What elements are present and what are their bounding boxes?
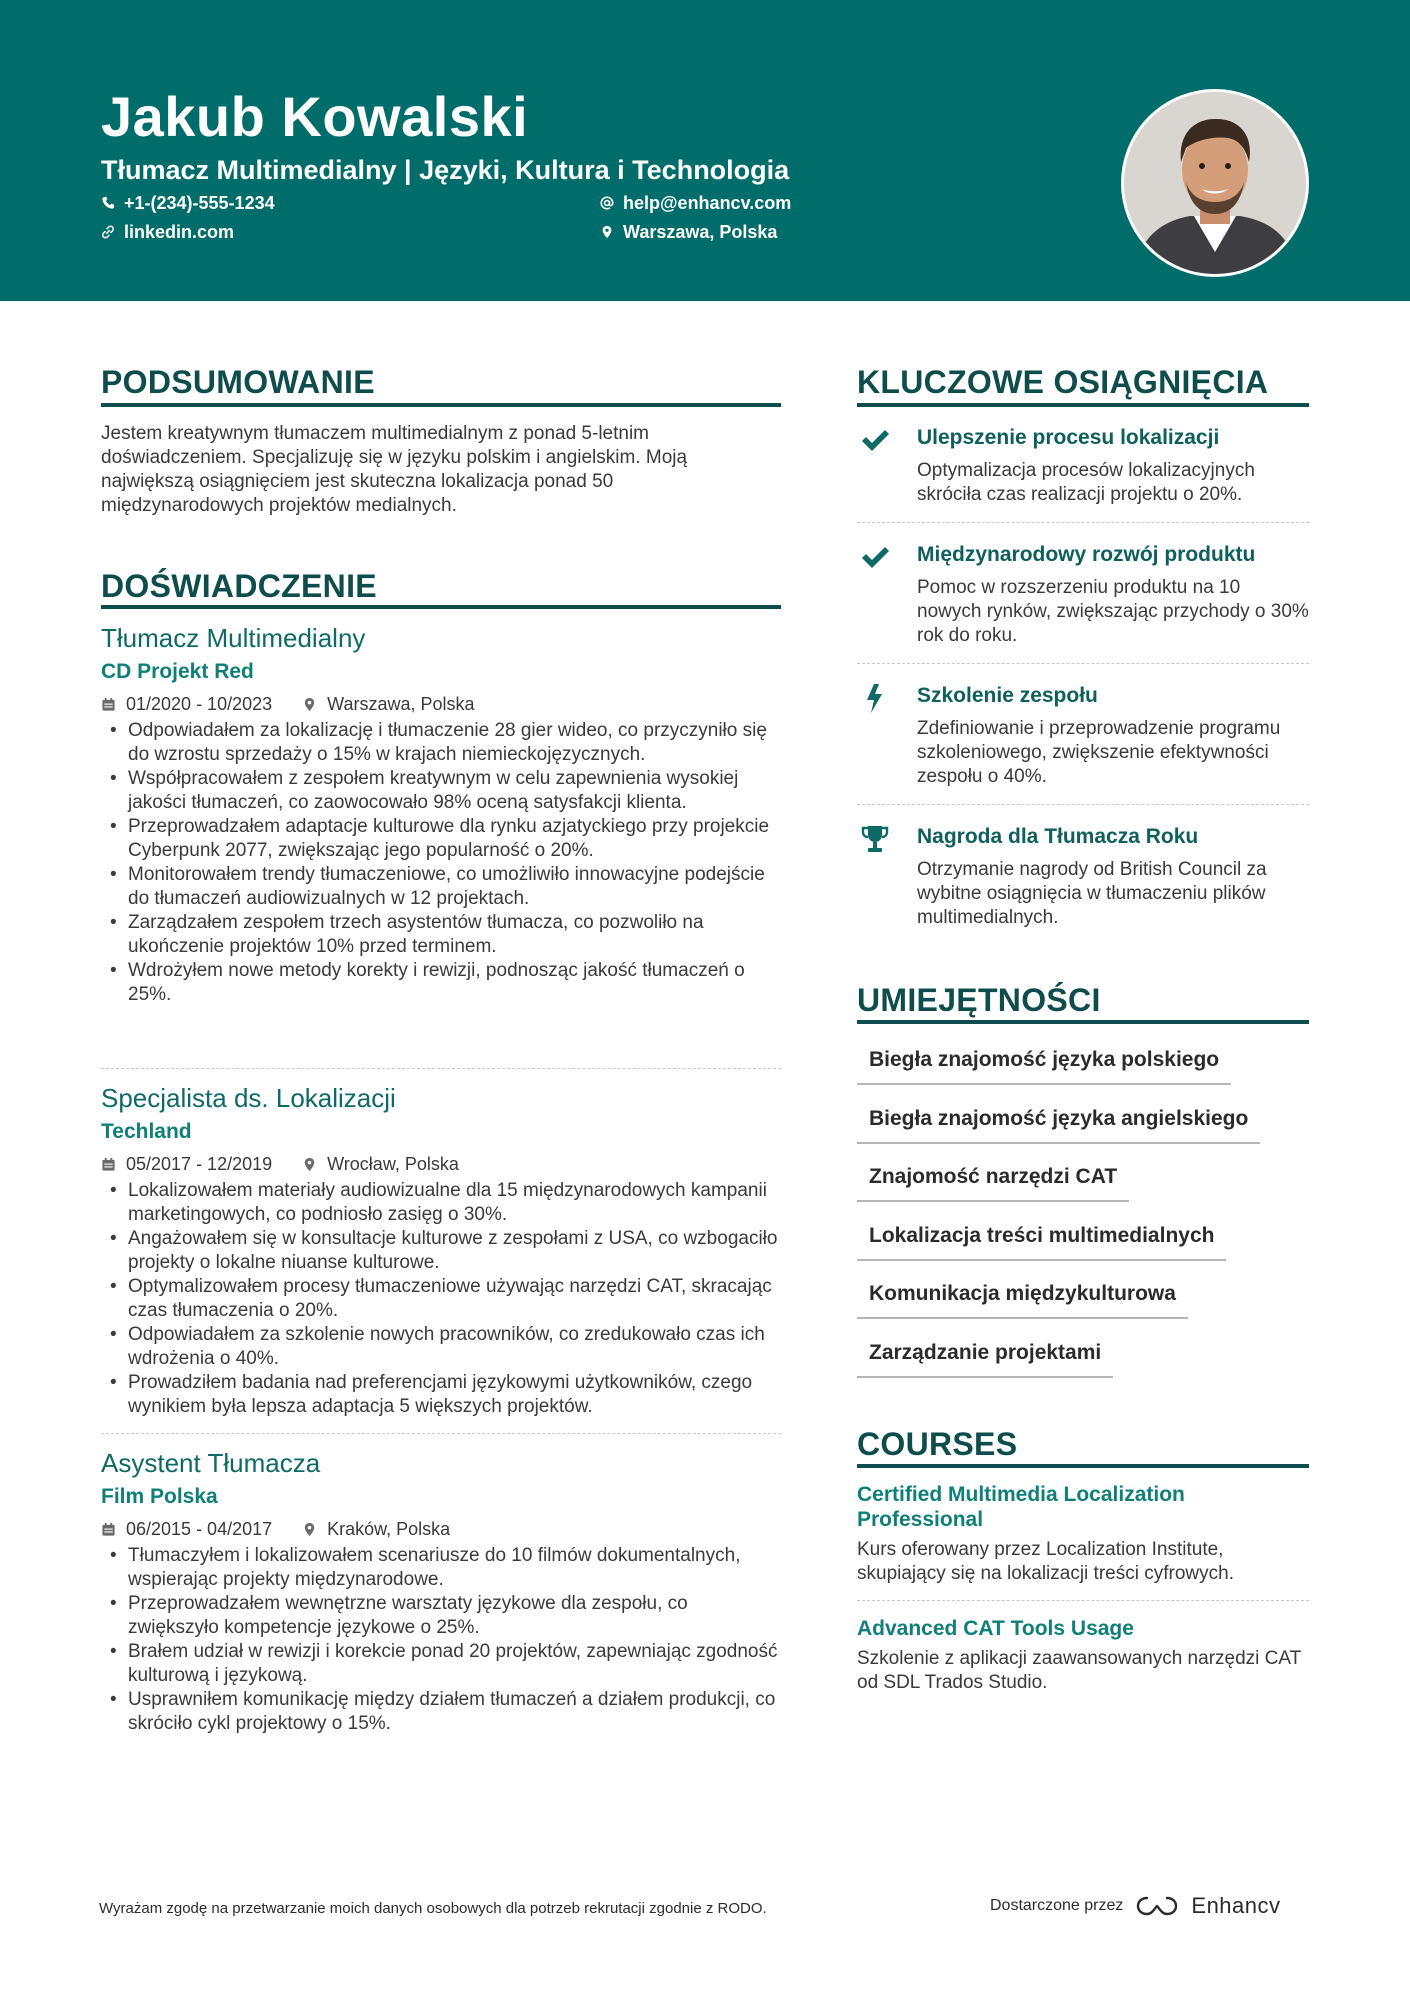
- resume-header: [0, 0, 1410, 301]
- skills-rule: [857, 1020, 1309, 1024]
- achievement-title: Międzynarodowy rozwój produktu: [917, 543, 1256, 566]
- achievement-divider: [857, 522, 1309, 523]
- powered-by[interactable]: [990, 1893, 1281, 1919]
- skill-tag: Komunikacja międzykulturowa: [857, 1279, 1188, 1319]
- course-desc: Kurs oferowany przez Localization Institute, skupiający się na lokalizacji treści cyfrowych.: [857, 1539, 1234, 1584]
- location-pin-icon: [302, 697, 317, 712]
- job-meta: [101, 692, 781, 716]
- job-bullets: [101, 719, 781, 1007]
- skill-tag: Lokalizacja treści multimedialnych: [857, 1221, 1226, 1261]
- check-icon: [857, 423, 893, 457]
- location-pin-icon: [600, 225, 614, 239]
- job-dates: [101, 1152, 272, 1176]
- job-location: [302, 692, 474, 716]
- job-meta: [101, 1152, 781, 1176]
- job-bullet: • Odpowiadałem za szkolenie nowych pracowników, co zredukowało czas ich wdrożenia o 40%.: [101, 1323, 781, 1371]
- achievement-desc: Optymalizacja procesów lokalizacyjnych skróciła czas realizacji projektu o 20%.: [917, 460, 1255, 505]
- achievements-heading: KLUCZOWE OSIĄGNIĘCIA: [857, 364, 1269, 400]
- job-divider: [101, 1068, 781, 1069]
- course-item: [857, 1616, 1309, 1695]
- job-dates: [101, 692, 272, 716]
- courses-rule: [857, 1464, 1309, 1468]
- course-divider: [857, 1600, 1309, 1601]
- candidate-headline: Tłumacz Multimedialny | Języki, Kultura i Technologia: [101, 155, 790, 185]
- job-meta: [101, 1517, 781, 1541]
- job-location-text: Wrocław, Polska: [327, 1154, 459, 1174]
- job-title: Asystent Tłumacza: [101, 1448, 321, 1478]
- job-bullet: • Lokalizowałem materiały audiowizualne dla 15 międzynarodowych kampanii marketingowych, co podniosło zasięg o 30%.: [101, 1179, 781, 1227]
- summary-heading: PODSUMOWANIE: [101, 364, 375, 400]
- phone-contact[interactable]: [101, 191, 275, 215]
- job-bullet: • Wdrożyłem nowe metody korekty i rewizji, podnosząc jakość tłumaczeń o 25%.: [101, 959, 781, 1007]
- brand-name: Enhancv: [1191, 1893, 1281, 1918]
- job-dates-text: 06/2015 - 04/2017: [126, 1519, 273, 1539]
- job-bullet: • Optymalizowałem procesy tłumaczeniowe używając narzędzi CAT, skracając czas tłumaczenia o 20%.: [101, 1275, 781, 1323]
- location-pin-icon: [302, 1157, 317, 1172]
- calendar-icon: [101, 1522, 116, 1537]
- location-contact: [600, 220, 777, 244]
- achievement-title: Ulepszenie procesu lokalizacji: [917, 426, 1220, 449]
- achievement-divider: [857, 663, 1309, 664]
- job-bullet: • Przeprowadzałem adaptacje kulturowe dla rynku azjatyckiego przy projekcie Cyberpunk 2077, zwiększając jego popularność o 20%.: [101, 815, 781, 863]
- skill-tag: Biegła znajomość języka polskiego: [857, 1045, 1231, 1085]
- course-desc: Szkolenie z aplikacji zaawansowanych narzędzi CAT od SDL Trados Studio.: [857, 1648, 1301, 1693]
- avatar-portrait: [1124, 92, 1306, 274]
- achievement-title: Nagroda dla Tłumacza Roku: [917, 825, 1199, 848]
- course-title: Certified Multimedia Localization Professional: [857, 1483, 1185, 1531]
- summary-text: Jestem kreatywnym tłumaczem multimedialnym z ponad 5-letnim doświadczeniem. Specjalizuję się w języku polskim i angielskim. Moją największą osiągnięciem jest skuteczna lokalizacja ponad 50 międzynarodowych projektów medialnych.: [101, 423, 688, 516]
- job-bullet: • Odpowiadałem za lokalizację i tłumaczenie 28 gier wideo, co przyczyniło się do wzrostu sprzedaży o 15% w krajach niemieckojęzycznych.: [101, 719, 781, 767]
- job-bullet: • Brałem udział w rewizji i korekcie ponad 20 projektów, zapewniając zgodność kulturową i językową.: [101, 1640, 781, 1688]
- achievement-desc: Zdefiniowanie i przeprowadzenie programu szkoleniowego, zwiększenie efektywności zespołu o 40%.: [917, 718, 1281, 787]
- job-bullet: • Przeprowadzałem wewnętrzne warsztaty językowe dla zespołu, co zwiększyło kompetencje językowe o 25%.: [101, 1592, 781, 1640]
- at-icon: [600, 196, 614, 210]
- phone-text: +1-(234)-555-1234: [124, 193, 275, 213]
- email-contact[interactable]: [600, 191, 791, 215]
- profile-photo: [1121, 89, 1309, 277]
- email-text: help@enhancv.com: [623, 193, 792, 213]
- achievement-item: [857, 822, 1309, 930]
- enhancv-logo-icon: [1135, 1894, 1179, 1918]
- location-text: Warszawa, Polska: [623, 222, 778, 242]
- job-company: Film Polska: [101, 1485, 218, 1508]
- achievement-item: [857, 540, 1309, 648]
- link-icon: [101, 225, 115, 239]
- check-icon: [857, 540, 893, 574]
- job-dates: [101, 1517, 272, 1541]
- trophy-icon: [857, 822, 893, 856]
- job-bullets: [101, 1179, 781, 1419]
- job-company: CD Projekt Red: [101, 660, 254, 683]
- achievement-divider: [857, 804, 1309, 805]
- job-bullet: • Monitorowałem trendy tłumaczeniowe, co umożliwiło innowacyjne podejście do tłumaczeń audiowizualnych w 12 projektach.: [101, 863, 781, 911]
- job-entry: [101, 1446, 781, 1736]
- job-dates-text: 01/2020 - 10/2023: [126, 694, 273, 714]
- achievement-desc: Otrzymanie nagrody od British Council za wybitne osiągnięcia w tłumaczeniu plików multimedialnych.: [917, 859, 1267, 928]
- skill-tag: Zarządzanie projektami: [857, 1338, 1113, 1378]
- job-bullet: • Usprawniłem komunikację między działem tłumaczeń a działem produkcji, co skróciło cykl projektowy o 15%.: [101, 1688, 781, 1736]
- experience-rule: [101, 605, 781, 609]
- candidate-name: Jakub Kowalski: [101, 85, 529, 148]
- job-dates-text: 05/2017 - 12/2019: [126, 1154, 273, 1174]
- linkedin-contact[interactable]: [101, 220, 234, 244]
- job-bullets: [101, 1544, 781, 1736]
- job-title: Tłumacz Multimedialny: [101, 623, 366, 653]
- course-item: [857, 1482, 1309, 1586]
- calendar-icon: [101, 1157, 116, 1172]
- skill-tag: Znajomość narzędzi CAT: [857, 1162, 1129, 1202]
- location-pin-icon: [302, 1522, 317, 1537]
- job-location: [302, 1152, 459, 1176]
- course-title: Advanced CAT Tools Usage: [857, 1617, 1134, 1640]
- summary-rule: [101, 403, 781, 407]
- job-company: Techland: [101, 1120, 192, 1143]
- achievements-rule: [857, 403, 1309, 407]
- skills-heading: UMIEJĘTNOŚCI: [857, 982, 1101, 1018]
- job-bullet: • Tłumaczyłem i lokalizowałem scenariusze do 10 filmów dokumentalnych, wspierając projekty międzynarodowe.: [101, 1544, 781, 1592]
- job-bullet: • Współpracowałem z zespołem kreatywnym w celu zapewnienia wysokiej jakości tłumaczeń, co zaowocowało 98% oceną satysfakcji klienta.: [101, 767, 781, 815]
- job-divider: [101, 1433, 781, 1434]
- job-location-text: Kraków, Polska: [327, 1519, 451, 1539]
- linkedin-text: linkedin.com: [124, 222, 235, 242]
- job-entry: [101, 1081, 781, 1419]
- calendar-icon: [101, 697, 116, 712]
- job-location-text: Warszawa, Polska: [327, 694, 475, 714]
- job-location: [302, 1517, 450, 1541]
- skill-tag: Biegła znajomość języka angielskiego: [857, 1104, 1260, 1144]
- job-bullet: • Prowadziłem badania nad preferencjami językowymi użytkowników, czego wynikiem była lepsza adaptacja 5 większych projektów.: [101, 1371, 781, 1419]
- job-entry: [101, 621, 781, 1007]
- experience-heading: DOŚWIADCZENIE: [101, 568, 377, 604]
- achievement-desc: Pomoc w rozszerzeniu produktu na 10 nowych rynków, zwiększając przychody o 30% rok do roku.: [917, 577, 1309, 646]
- powered-by-text: Dostarczone przez: [990, 1897, 1124, 1914]
- gdpr-consent: Wyrażam zgodę na przetwarzanie moich danych osobowych dla potrzeb rekrutacji zgodnie z RODO.: [99, 1900, 767, 1917]
- achievement-item: [857, 423, 1309, 507]
- phone-icon: [101, 196, 115, 210]
- courses-heading: COURSES: [857, 1426, 1018, 1462]
- achievement-title: Szkolenie zespołu: [917, 684, 1098, 707]
- lightning-icon: [857, 681, 893, 715]
- job-bullet: • Zarządzałem zespołem trzech asystentów tłumacza, co pozwoliło na ukończenie projektów 10% przed terminem.: [101, 911, 781, 959]
- achievement-item: [857, 681, 1309, 789]
- job-bullet: • Angażowałem się w konsultacje kulturowe z zespołami z USA, co wzbogaciło projekty o lokalne niuanse kulturowe.: [101, 1227, 781, 1275]
- job-title: Specjalista ds. Lokalizacji: [101, 1083, 396, 1113]
